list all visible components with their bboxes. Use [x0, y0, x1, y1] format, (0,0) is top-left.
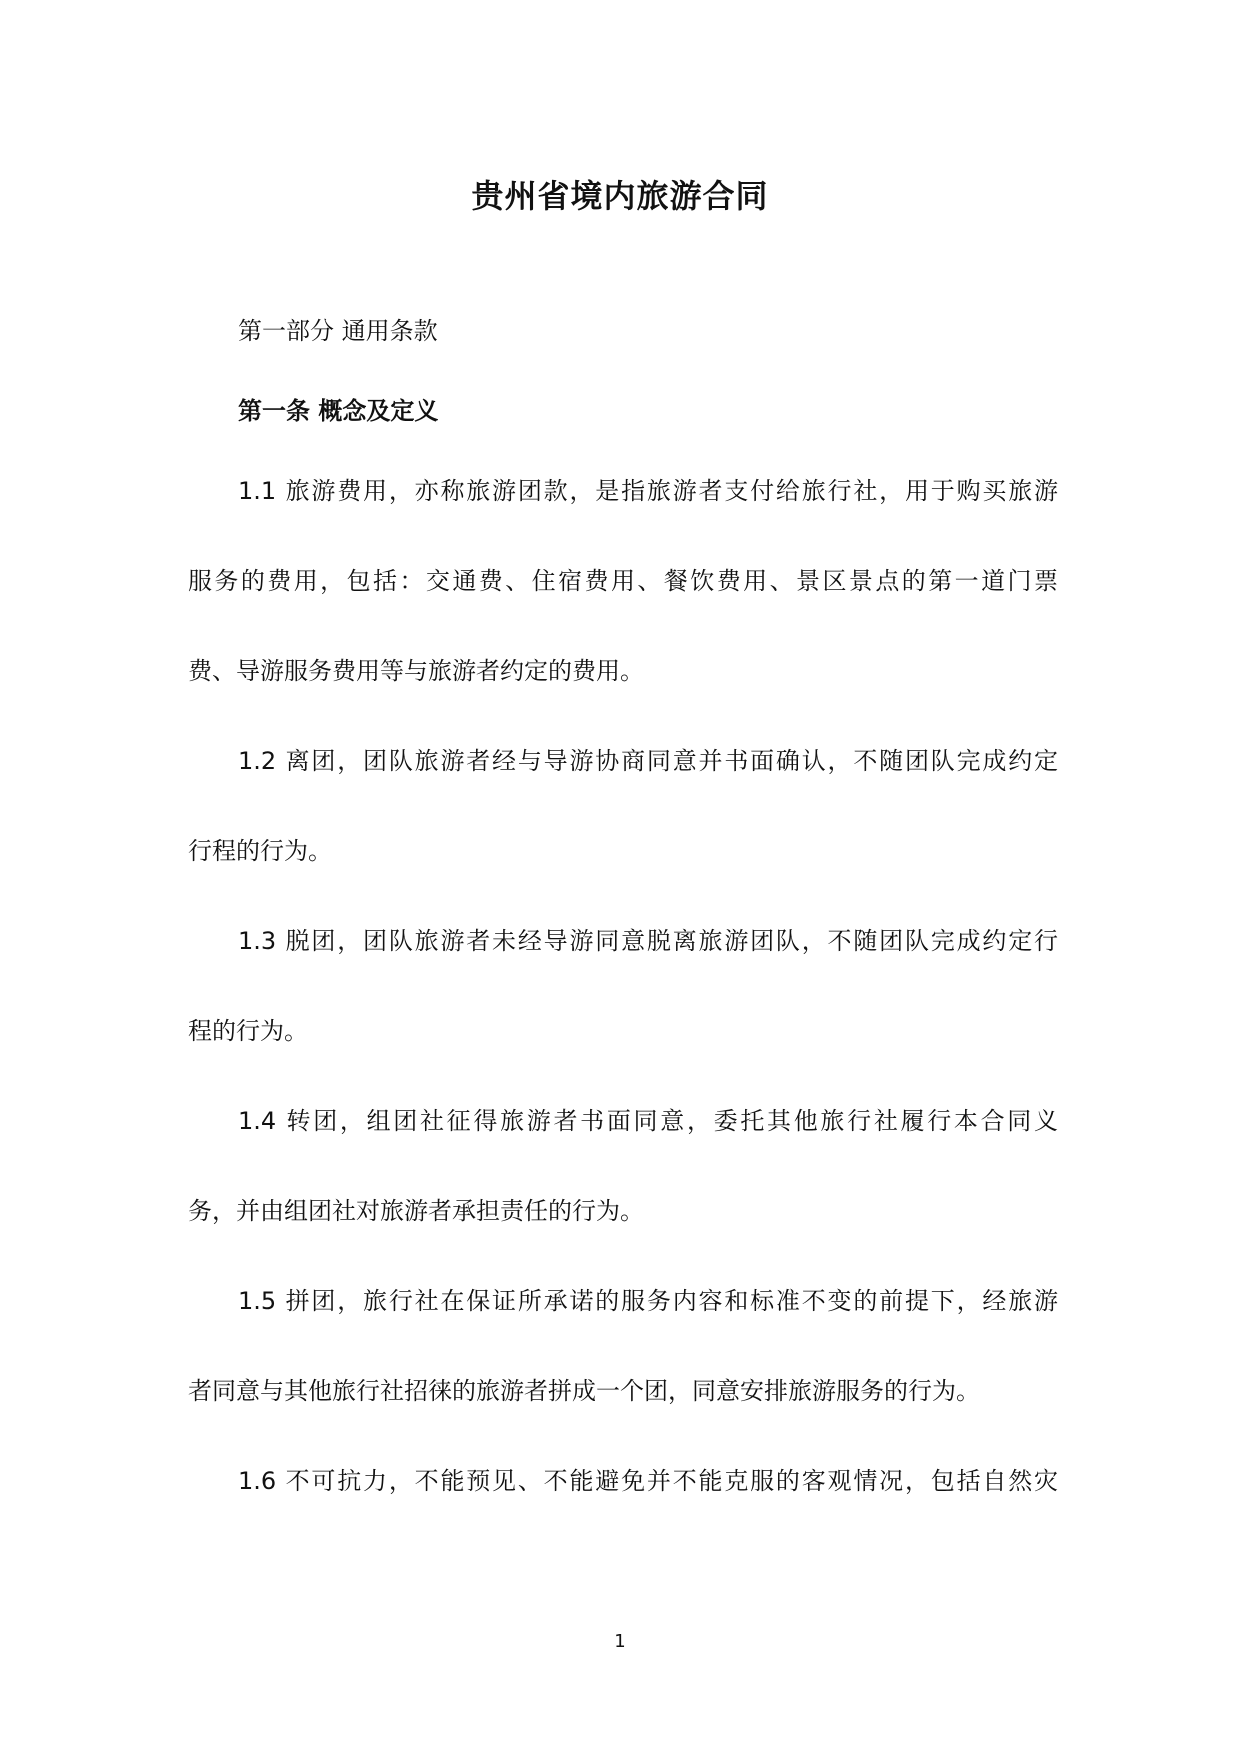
page-number: 1: [614, 1631, 626, 1652]
paragraph-1-2-line-1: 1.2 离团，团队旅游者经与导游协商同意并书面确认，不随团队完成约定: [238, 747, 1058, 775]
paragraph-1-3-line-2: 程的行为。: [188, 1017, 308, 1045]
paragraph-1-3-line-1: 1.3 脱团，团队旅游者未经导游同意脱离旅游团队，不随团队完成约定行: [238, 927, 1058, 955]
paragraph-1-4-line-2: 务，并由组团社对旅游者承担责任的行为。: [188, 1197, 644, 1225]
document-title: 贵州省境内旅游合同: [471, 177, 769, 215]
paragraph-1-4-line-1: 1.4 转团，组团社征得旅游者书面同意，委托其他旅行社履行本合同义: [238, 1107, 1058, 1135]
paragraph-1-1-line-2: 服务的费用，包括：交通费、住宿费用、餐饮费用、景区景点的第一道门票: [188, 567, 1058, 595]
article-heading: 第一条 概念及定义: [238, 397, 439, 425]
paragraph-1-6-line-1: 1.6 不可抗力，不能预见、不能避免并不能克服的客观情况，包括自然灾: [238, 1467, 1058, 1495]
paragraph-1-2-line-2: 行程的行为。: [188, 837, 332, 865]
paragraph-1-5-line-2: 者同意与其他旅行社招徕的旅游者拼成一个团，同意安排旅游服务的行为。: [188, 1377, 980, 1405]
part-heading: 第一部分 通用条款: [238, 317, 438, 345]
paragraph-1-5-line-1: 1.5 拼团，旅行社在保证所承诺的服务内容和标准不变的前提下，经旅游: [238, 1287, 1058, 1315]
paragraph-1-1-line-1: 1.1 旅游费用，亦称旅游团款，是指旅游者支付给旅行社，用于购买旅游: [238, 477, 1058, 505]
paragraph-1-1-line-3: 费、导游服务费用等与旅游者约定的费用。: [188, 657, 644, 685]
